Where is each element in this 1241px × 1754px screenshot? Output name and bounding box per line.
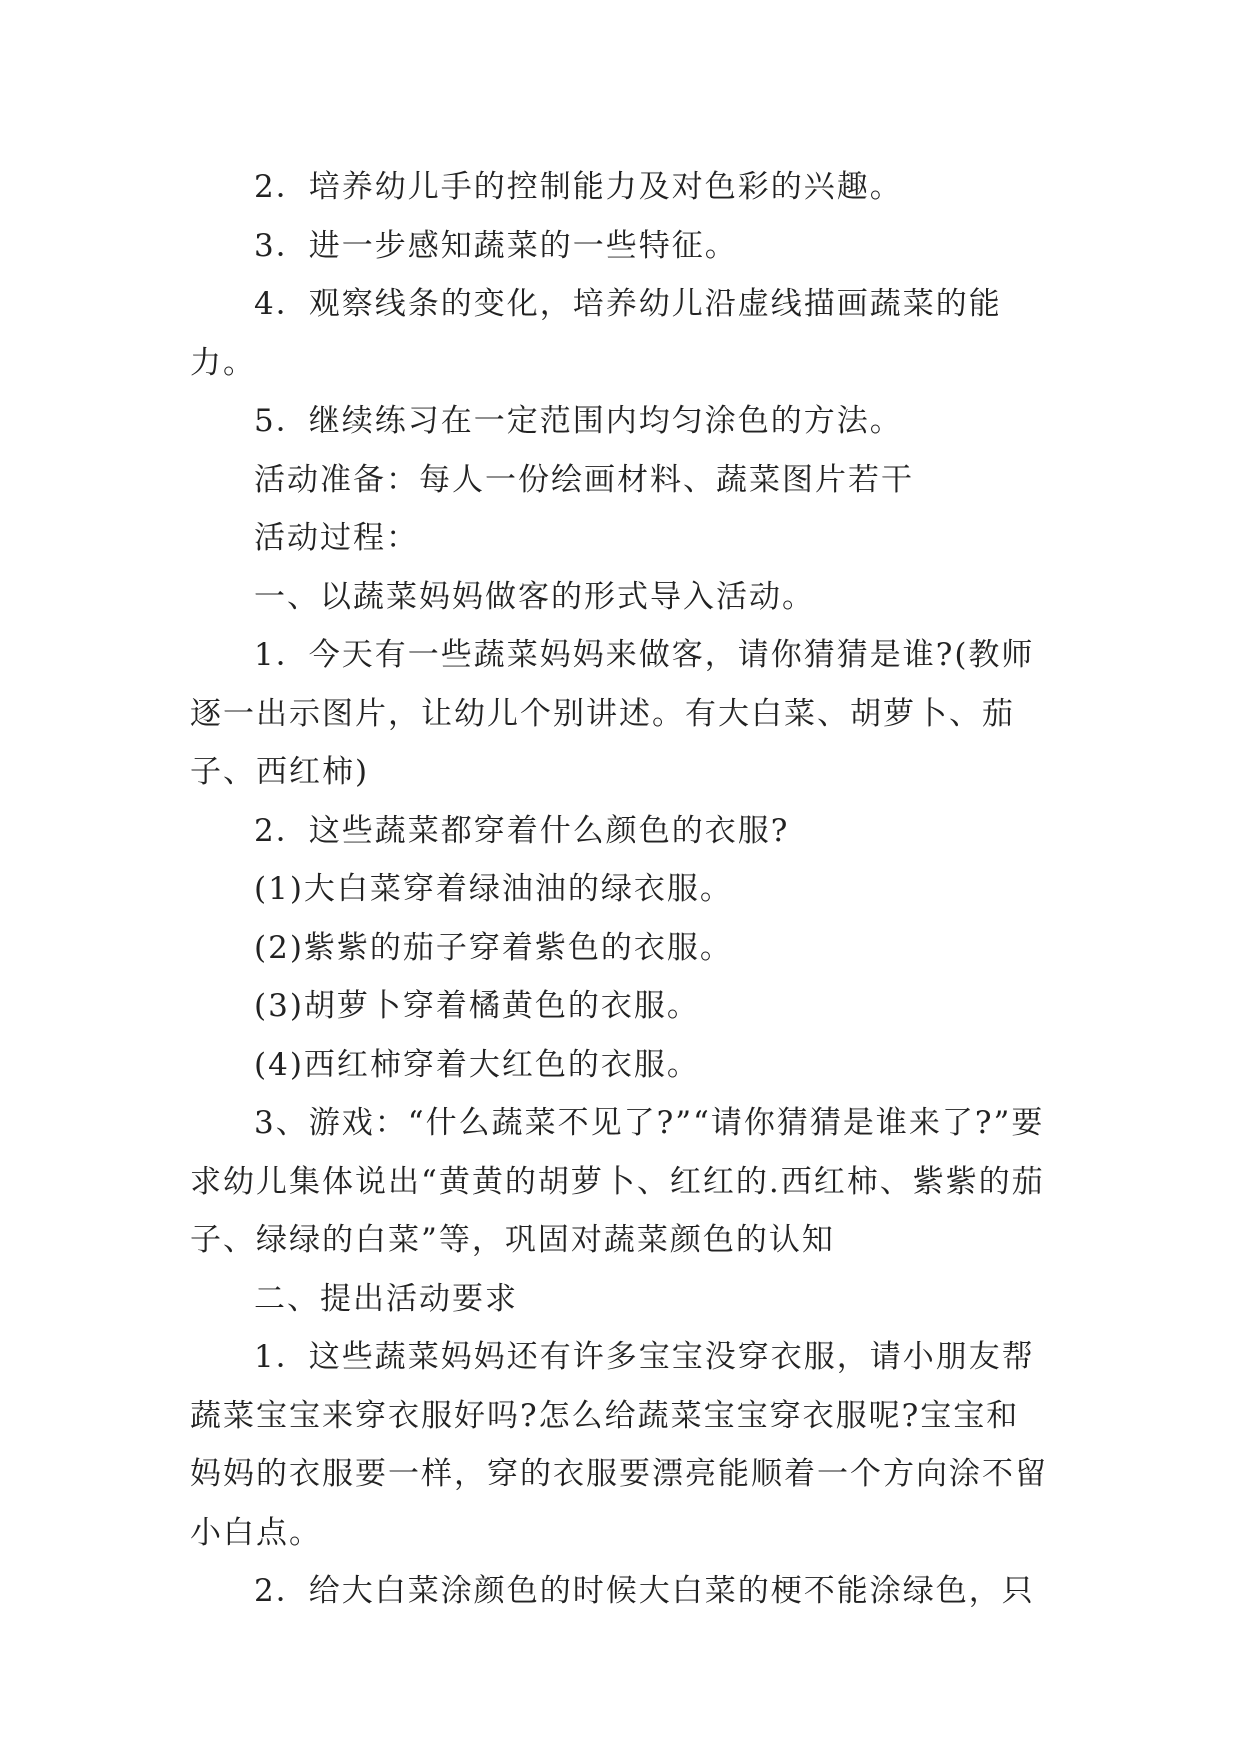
paragraph-step-1-3: 3、游戏：“什么蔬菜不见了?”“请你猜猜是谁来了?”要求幼儿集体说出“黄黄的胡萝卜、红红的.西红柿、紫紫的茄子、绿绿的白菜”等，巩固对蔬菜颜色的认知 bbox=[190, 1105, 1045, 1258]
paragraph-objective-2: 2．培养幼儿手的控制能力及对色彩的兴趣。 bbox=[254, 169, 903, 205]
document-body bbox=[190, 158, 1052, 1621]
paragraph-step-2-1: 1．这些蔬菜妈妈还有许多宝宝没穿衣服，请小朋友帮蔬菜宝宝来穿衣服好吗?怎么给蔬菜宝宝穿衣服呢?宝宝和妈妈的衣服要一样，穿的衣服要漂亮能顺着一个方向涂不留小白点。 bbox=[190, 1339, 1048, 1551]
paragraph-objective-5: 5．继续练习在一定范围内均匀涂色的方法。 bbox=[254, 403, 903, 439]
paragraph-step-2-2: 2．给大白菜涂颜色的时候大白菜的梗不能涂绿色，只 bbox=[254, 1573, 1035, 1609]
paragraph-section-2-heading: 二、提出活动要求 bbox=[254, 1280, 518, 1317]
paragraph-objective-4: 4．观察线条的变化，培养幼儿沿虚线描画蔬菜的能力。 bbox=[190, 286, 1002, 381]
paragraph-preparation: 活动准备：每人一份绘画材料、蔬菜图片若干 bbox=[254, 461, 914, 498]
paragraph-objective-3: 3．进一步感知蔬菜的一些特征。 bbox=[254, 227, 738, 264]
paragraph-process-heading: 活动过程： bbox=[254, 520, 419, 556]
paragraph-step-1-2: 2．这些蔬菜都穿着什么颜色的衣服? bbox=[254, 812, 790, 849]
paragraph-section-1-heading: 一、以蔬菜妈妈做客的形式导入活动。 bbox=[254, 578, 815, 615]
paragraph-item-4: (4)西红柿穿着大红色的衣服。 bbox=[254, 1046, 700, 1083]
paragraph-item-3: (3)胡萝卜穿着橘黄色的衣服。 bbox=[254, 988, 700, 1024]
paragraph-item-2: (2)紫紫的茄子穿着紫色的衣服。 bbox=[254, 929, 733, 966]
paragraph-step-1-1: 1．今天有一些蔬菜妈妈来做客，请你猜猜是谁?(教师逐一出示图片，让幼儿个别讲述。有大白菜、胡萝卜、茄子、西红柿) bbox=[190, 637, 1035, 790]
paragraph-item-1: (1)大白菜穿着绿油油的绿衣服。 bbox=[254, 871, 733, 907]
